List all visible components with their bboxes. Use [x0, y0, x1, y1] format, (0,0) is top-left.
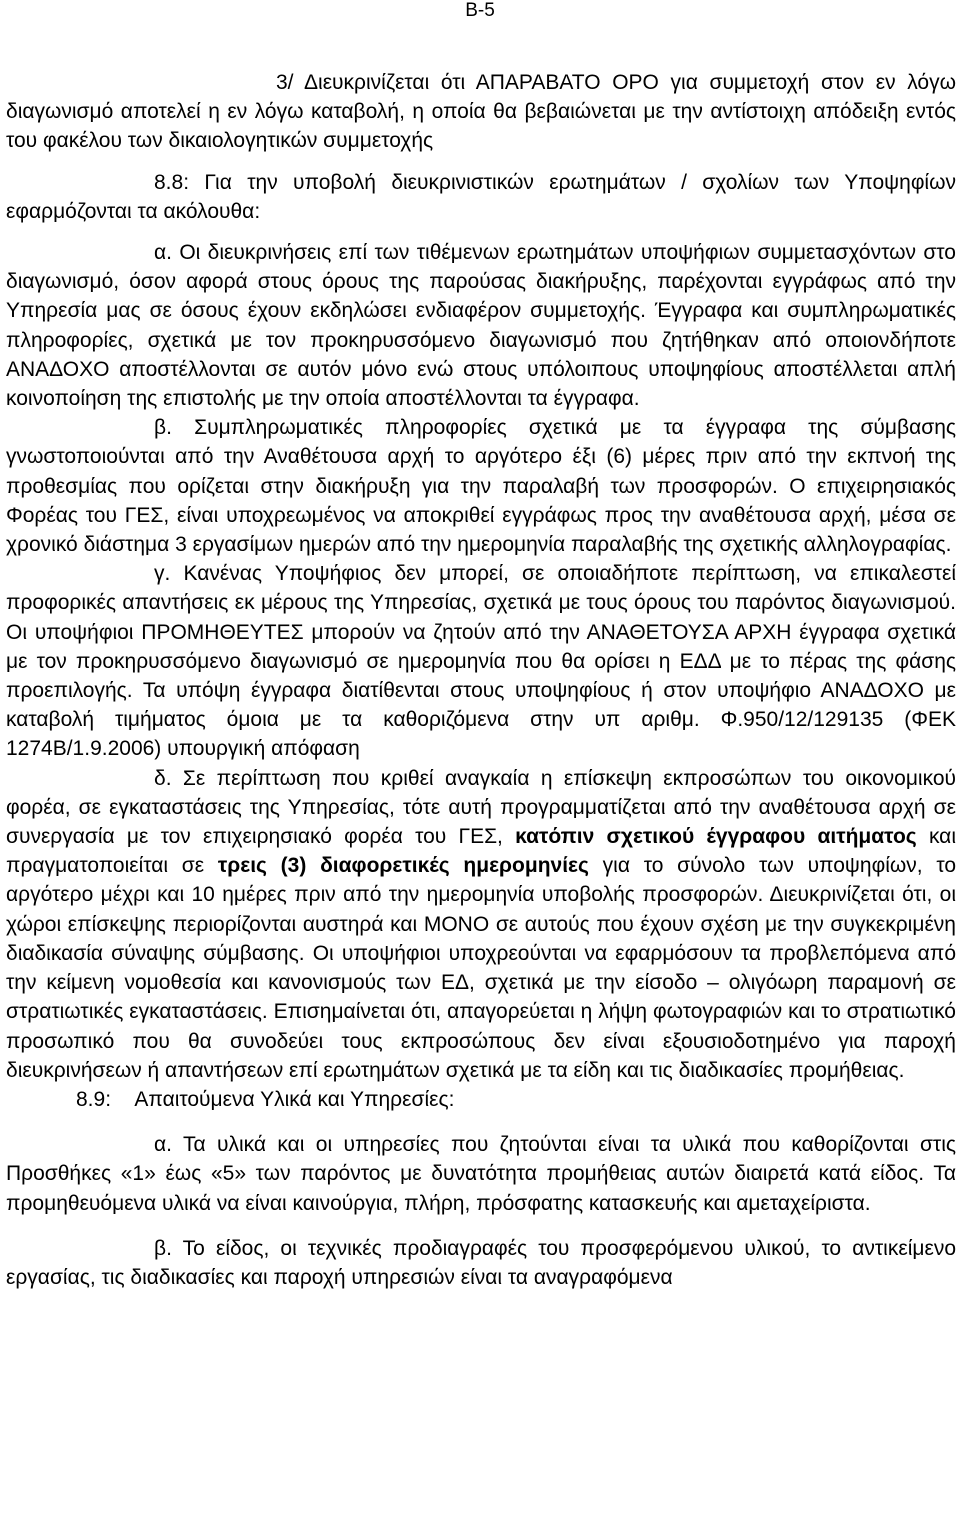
section-8-8-d-text-2: και πραγματοποιείται σε	[6, 825, 956, 878]
document-body	[6, 68, 956, 1292]
section-8-9-number: 8.9:	[76, 1087, 112, 1111]
paragraph-3: 3/ Διευκρινίζεται ότι ΑΠΑΡΑΒΑΤΟ ΟΡΟ για συμμετοχή στον εν λόγω διαγωνισμό αποτελεί η εν λόγω καταβολή, η οποία θα βεβαιώνεται με την αντίστοιχη απόδειξη εντός του φακέλου των δικαιολογητικών συμμετοχής	[6, 71, 956, 153]
section-8-8-a: α. Οι διευκρινήσεις επί των τιθέμενων ερωτημάτων υποψήφιων συμμετασχόντων στο διαγωνισμό, όσον αφορά στους όρους της παρούσας διακήρυξης, παρέχονται εγγράφως από την Υπηρεσία μας σε όσους έχουν εκδηλώσει ενδιαφέρον συμμετοχής. Έγγραφα και συμπληρωματικές πληροφορίες, σχετικά με τον προκηρυσσόμενο διαγωνισμό που ζητήθηκαν από οποιονδήποτε ΑΝΑΔΟΧΟ αποστέλλονται σε αυτόν μόνο ενώ στους υπόλοιπους υποψηφίους αποστέλλεται απλή κοινοποίηση της επιστολής με την οποία αποστέλλονται τα έγγραφα.	[6, 241, 956, 411]
section-8-8-d-text-3: για το σύνολο των υποψηφίων, το αργότερο μέχρι και 10 ημέρες πριν από την ημερομηνία υποβολής προσφορών. Διευκρινίζεται ότι, οι χώροι επίσκεψης περιορίζονται αυστηρά και ΜΟΝΟ σε αυτούς που έχουν σχέση με την συγκεκριμένη διαδικασία σύναψης σύμβασης. Οι υποψήφιοι υποχρεούνται να εφαρμόσουν τα προβλεπόμενα από την κείμενη νομοθεσία και κανονισμούς των ΕΔ, σχετικά με την είσοδο – ολιγόωρη παραμονή σε στρατιωτικές εγκαταστάσεις. Επισημαίνεται ότι, απαγορεύεται η λήψη φωτογραφιών και το στρατιωτικό προσωπικό που θα συνοδεύει τους εκπροσώπους δεν είναι εξουσιοδοτημένο για παροχή διευκρινήσεων ή απαντήσεων επί ερωτημάτων σχετικά με τα είδη και τις διαδικασίες προμήθειας.	[6, 854, 956, 1082]
section-8-9-heading	[6, 1085, 956, 1114]
section-8-8-c: γ. Κανένας Υποψήφιος δεν μπορεί, σε οποιαδήποτε περίπτωση, να επικαλεστεί προφορικές απαντήσεις εκ μέρους της Υπηρεσίας, σχετικά με τους όρους του παρόντος διαγωνισμού. Οι υποψήφιοι ΠΡΟΜΗΘΕΥΤΕΣ μπορούν να ζητούν από την ΑΝΑΘΕΤΟΥΣΑ ΑΡΧΗ έγγραφα σχετικά με τον προκηρυσσόμενο διαγωνισμό σε ημερομηνία που θα ορίσει η ΕΔΔ με το πέρας της φάσης προεπιλογής. Τα υπόψη έγγραφα διατίθενται στους υποψηφίους ή στον υποψήφιο ΑΝΑΔΟΧΟ με καταβολή τιμήματος όμοια με τα καθοριζόμενα στην υπ αριθμ. Φ.950/12/129135 (ΦΕΚ 1274Β/1.9.2006) υπουργική απόφαση	[6, 562, 956, 761]
section-8-9-b: β. Το είδος, οι τεχνικές προδιαγραφές του προσφερόμενου υλικού, το αντικείμενο εργασίας, τις διαδικασίες και παροχή υπηρεσιών είναι τα αναγραφόμενα	[6, 1236, 956, 1289]
section-8-8-d	[6, 764, 956, 1085]
section-8-9-a: α. Τα υλικά και οι υπηρεσίες που ζητούνται είναι τα υλικά που καθορίζονται στις Προσθήκες «1» έως «5» των παρόντος με δυνατότητα προμήθειας αυτών διαιρετά κατά είδος. Τα προμηθευόμενα υλικά να είναι καινούργια, πλήρη, πρόσφατης κατασκευής και αμεταχείριστα.	[6, 1133, 956, 1215]
section-8-8-d-text-1: δ. Σε περίπτωση που κριθεί αναγκαία η επίσκεψη εκπροσώπων του οικονομικού φορέα, σε εγκαταστάσεις της Υπηρεσίας, τότε αυτή προγραμματίζεται από την αναθέτουσα αρχή σε συνεργασία με τον επιχειρησιακό φορέα του ΓΕΣ,	[6, 766, 956, 849]
section-8-8-heading: 8.8: Για την υποβολή διευκρινιστικών ερωτημάτων / σχολίων των Υποψηφίων εφαρμόζονται τα ακόλουθα:	[6, 170, 956, 223]
page-number: Β-5	[465, 0, 495, 21]
section-8-8-d-bold-1: κατόπιν σχετικού έγγραφου αιτήματος	[515, 825, 917, 849]
section-8-8-d-bold-2: τρεις (3) διαφορετικές ημερομηνίες	[217, 854, 589, 878]
section-8-9-title: Απαιτούμενα Υλικά και Υπηρεσίες:	[134, 1087, 455, 1111]
section-8-8-b: β. Συμπληρωματικές πληροφορίες σχετικά με τα έγγραφα της σύμβασης γνωστοποιούνται από την Αναθέτουσα αρχή το αργότερο έξι (6) μέρες πριν από την εκπνοή της προθεσμίας που ορίζεται στην διακήρυξη για την παραλαβή των προσφορών. Ο επιχειρησιακός Φορέας του ΓΕΣ, είναι υποχρεωμένος να αποκριθεί εγγράφως προς την αναθέτουσα αρχή, μέσα σε χρονικό διάστημα 3 εργασίμων ημερών από την ημερομηνία παραλαβής της σχετικής αλληλογραφίας.	[6, 416, 956, 557]
